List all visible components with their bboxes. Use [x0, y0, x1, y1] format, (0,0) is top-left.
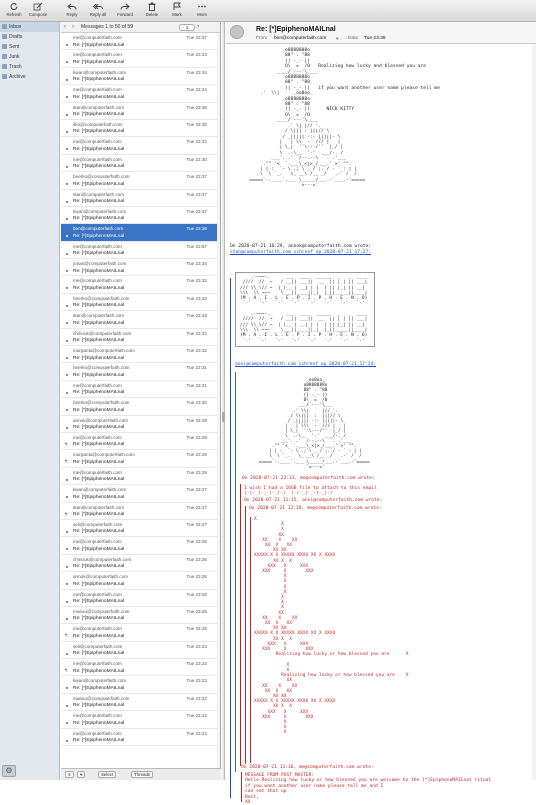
message-row[interactable]: [61, 537, 219, 554]
message-row[interactable]: [61, 607, 219, 624]
message-row[interactable]: [61, 694, 219, 711]
next-page-arrow-icon[interactable]: ›: [72, 24, 74, 30]
folder-archive[interactable]: Archive: [0, 72, 59, 82]
banner-box: [235, 272, 375, 347]
row-subject: Re: [*]EpiphenoMAILnal: [73, 251, 125, 257]
row-time: Tue 23:33: [186, 330, 207, 336]
row-subject: Re: [*]EpiphenoMAILnal: [73, 268, 125, 274]
row-time: Tue 23:30: [186, 156, 207, 162]
blockquote-level1: [230, 275, 534, 805]
row-from: me@computerfaith.com: [73, 661, 122, 667]
read-dot-icon: [66, 61, 68, 63]
row-time: Tue 23:22: [186, 695, 207, 701]
message-row[interactable]: [61, 468, 219, 485]
compose-icon: [33, 2, 43, 11]
row-from: kwan@computerfaith.com: [73, 487, 127, 493]
message-row[interactable]: [61, 624, 219, 641]
row-subject: Re: [*]EpiphenoMAILnal: [73, 216, 125, 222]
row-from: stan@computerfaith.com: [73, 104, 125, 110]
message-row[interactable]: [61, 103, 219, 120]
row-time: Tue 23:34: [186, 87, 207, 93]
reader-scrollbar[interactable]: [532, 44, 536, 780]
read-dot-icon: [66, 653, 68, 655]
read-dot-icon: [66, 340, 68, 342]
row-from: seli@computerfaith.com: [73, 643, 123, 649]
row-time: Tue 23:28: [186, 469, 207, 475]
row-from: margarita@computerfaith.com: [73, 348, 135, 354]
delete-button[interactable]: Delete: [140, 2, 164, 20]
row-subject: Re: [*]EpiphenoMAILnal: [73, 390, 125, 396]
archive-icon: [2, 74, 7, 79]
row-subject: Re: [*]EpiphenoMAILnal: [73, 129, 125, 135]
row-subject: Re: [*]EpiphenoMAILnal: [73, 59, 125, 65]
message-row[interactable]: [61, 294, 219, 311]
row-from: ben@computerfaith.com: [73, 226, 124, 232]
message-row[interactable]: [61, 311, 219, 328]
message-row[interactable]: [61, 50, 219, 67]
row-time: Tue 23:23: [186, 678, 207, 684]
sent-icon: [2, 44, 7, 49]
folder-drafts[interactable]: Drafts: [0, 32, 59, 42]
sender-avatar: [230, 25, 244, 39]
message-row[interactable]: [61, 329, 219, 346]
row-from: maeuu@computerfaith.com: [73, 695, 130, 701]
refresh-icon: [9, 2, 19, 11]
row-subject: Re: [*]EpiphenoMAILnal: [73, 703, 125, 709]
from-label: From: [256, 36, 268, 41]
row-subject: Re: [*]EpiphenoMAILnal: [73, 94, 125, 100]
folder-trash[interactable]: Trash: [0, 62, 59, 72]
reply-all-icon: [93, 2, 103, 11]
read-dot-icon: [66, 722, 68, 724]
row-time: Tue 23:26: [186, 574, 207, 580]
row-from: stan@computerfaith.com: [73, 313, 125, 319]
row-from: me@computerfaith.com: [73, 35, 122, 40]
mark-icon: [172, 2, 182, 11]
prev-page-arrow-icon[interactable]: ‹: [64, 24, 66, 30]
row-subject: Re: [*]EpiphenoMAILnal: [73, 233, 125, 239]
forward-button[interactable]: Forward: [113, 2, 137, 20]
row-subject: Re: [*]EpiphenoMAILnal: [73, 442, 125, 448]
list-header: [61, 22, 220, 33]
message-row[interactable]: [61, 363, 219, 380]
quote3-header: On 2020-07-21 23:31, me@computerfaith.com wrote:: [242, 476, 375, 481]
row-from: stan@computerfaith.com: [73, 504, 125, 510]
message-row[interactable]: [61, 729, 219, 746]
row-time: Tue 23:30: [186, 121, 207, 127]
row-subject: Re: [*]EpiphenoMAILnal: [73, 112, 125, 118]
read-dot-icon: [66, 44, 68, 46]
select-button[interactable]: Select: [98, 771, 116, 778]
blockquote-level5: [250, 517, 520, 763]
row-from: me@computerfaith.com: [73, 591, 122, 597]
message-row[interactable]: [61, 520, 219, 537]
blockquote-level2: [235, 372, 533, 772]
row-time: Tue 23:31: [186, 365, 207, 371]
reading-pane: [226, 22, 536, 805]
message-row[interactable]: [61, 33, 219, 50]
read-dot-icon: [66, 740, 68, 742]
row-subject: Re: [*]EpiphenoMAILnal: [73, 372, 125, 378]
row-subject: Re: [*]EpiphenoMAILnal: [73, 459, 125, 465]
from-address[interactable]: ben@computerfaith.com: [274, 36, 327, 41]
read-dot-icon: [66, 96, 68, 98]
message-row[interactable]: [61, 642, 219, 659]
message-row[interactable]: [61, 711, 219, 728]
row-from: annok@computerfaith.com: [73, 574, 128, 580]
refresh-button[interactable]: Refresh: [2, 2, 26, 20]
row-subject: Re: [*]EpiphenoMAILnal: [73, 529, 125, 535]
read-dot-icon: [66, 705, 68, 707]
row-from: heerko@computerfaith.com: [73, 365, 130, 371]
row-time: Tue 23:30: [186, 400, 207, 406]
row-time: Tue 23:33: [186, 295, 207, 301]
row-subject: Re: [*]EpiphenoMAILnal: [73, 407, 125, 413]
date-value: Tue 23:36: [364, 36, 386, 41]
row-time: Tue 23:25: [186, 608, 207, 614]
row-time: Tue 23:22: [186, 713, 207, 719]
row-subject: Re: [*]EpiphenoMAILnal: [73, 512, 125, 518]
row-from: me@computerfaith.com: [73, 434, 122, 440]
read-dot-icon: [66, 287, 68, 289]
row-time: Tue 23:37: [186, 191, 207, 197]
row-subject: Re: [*]EpiphenoMAILnal: [73, 494, 125, 500]
row-time: Tue 23:29: [186, 452, 207, 458]
row-from: me@computerfaith.com: [73, 278, 122, 284]
row-time: Tue 23:27: [186, 504, 207, 510]
message-count: Messages 1 to 50 of 59: [81, 24, 133, 30]
row-subject: Re: [*]EpiphenoMAILnal: [73, 285, 125, 291]
reply-icon: [67, 2, 77, 11]
message-row[interactable]: [61, 485, 219, 502]
message-rows: [61, 33, 219, 768]
read-dot-icon: [66, 427, 68, 429]
row-subject: Re: [*]EpiphenoMAILnal: [73, 651, 125, 657]
row-from: me@computerfaith.com: [73, 52, 122, 58]
row-from: me@computerfaith.com: [73, 469, 122, 475]
blockquote-level3: [240, 484, 530, 766]
row-from: chinouk@computerfaith.com: [73, 330, 132, 336]
message-row[interactable]: [61, 416, 219, 433]
row-time: Tue 23:33: [186, 313, 207, 319]
row-from: me@computerfaith.com: [73, 87, 122, 93]
more-icon: [197, 2, 207, 11]
row-subject: Re: [*]EpiphenoMAILnal: [73, 581, 125, 587]
row-from: itkn@computerfaith.com: [73, 121, 123, 127]
list-scrollbar[interactable]: [217, 33, 220, 768]
row-time: Tue 23:27: [186, 521, 207, 527]
read-dot-icon: [66, 79, 68, 81]
row-from: me@computerfaith.com: [73, 243, 122, 249]
replied-arrow-icon: ↰: [64, 668, 69, 675]
drafts-icon: [2, 34, 7, 39]
quote6-header: On 2020-07-21 11:16, me@computerfaith.com wrote:: [241, 765, 374, 770]
quote3-signature: (-(-_(-_-)-_)-) (-(-_(-_-)-_)-): [244, 491, 333, 496]
message-row[interactable]: [61, 659, 219, 676]
message-row[interactable]: [61, 207, 219, 224]
message-row[interactable]: [61, 590, 219, 607]
row-subject: Re: [*]EpiphenoMAILnal: [73, 320, 125, 326]
replied-arrow-icon: ↰: [64, 633, 69, 640]
read-dot-icon: [66, 687, 68, 689]
trash-icon: [2, 64, 7, 69]
row-from: annok@computerfaith.com: [73, 417, 128, 423]
postmaster-message: MESSAGE FROM POST MASTER: Hello Realizing how lucky or how blessed you are welcome to the [*]EpiphenoMAILnal ritual if you want another user name please tell me and I can set that up Best, XX: [245, 773, 492, 805]
row-subject: Re: [*]EpiphenoMAILnal: [73, 164, 125, 170]
row-time: Tue 23:29: [186, 434, 207, 440]
more-button[interactable]: More: [190, 2, 214, 20]
message-row[interactable]: [61, 190, 219, 207]
message-row[interactable]: [61, 503, 219, 520]
read-dot-icon: [66, 374, 68, 376]
mark-button[interactable]: Mark: [165, 2, 189, 20]
row-from: me@computerfaith.com: [73, 730, 122, 736]
read-dot-icon: [66, 253, 68, 255]
row-from: me@computerfaith.com: [73, 626, 122, 632]
message-row[interactable]: [61, 224, 219, 241]
message-row[interactable]: [61, 68, 219, 85]
row-subject: Re: [*]EpiphenoMAILnal: [73, 685, 125, 691]
folder-inbox[interactable]: Inbox: [0, 22, 59, 32]
message-subject: Re: [*]EpiphenoMAILnal: [256, 26, 336, 33]
quote1-header: On 2020-07-21 16:29, annok@computerfaith.com wrote:: [230, 244, 372, 249]
message-row[interactable]: [61, 398, 219, 415]
quote2-header[interactable]: anni@computerfaith.com schreef op 2020-07-21 17:24:: [235, 362, 377, 367]
compose-button[interactable]: Compose: [26, 2, 50, 20]
row-time: Tue 23:32: [186, 348, 207, 354]
row-from: heerko@computerfaith.com: [73, 174, 130, 180]
message-row[interactable]: [61, 276, 219, 293]
message-row[interactable]: [61, 381, 219, 398]
replied-arrow-icon: ↰: [64, 441, 69, 448]
row-subject: Re: [*]EpiphenoMAILnal: [73, 720, 125, 726]
row-subject: Re: [*]EpiphenoMAILnal: [73, 199, 125, 205]
forward-icon: [120, 2, 130, 11]
list-menu-icon[interactable]: ≡: [65, 771, 74, 778]
row-time: Tue 23:57: [186, 243, 207, 249]
message-row[interactable]: [61, 172, 219, 189]
pane-splitter[interactable]: [222, 22, 225, 780]
row-time: Tue 23:23: [186, 661, 207, 667]
read-dot-icon: [66, 618, 68, 620]
row-subject: Re: [*]EpiphenoMAILnal: [73, 338, 125, 344]
read-dot-icon: [66, 218, 68, 220]
read-dot-icon: [66, 114, 68, 116]
row-time: Tue 23:26: [186, 539, 207, 545]
message-row[interactable]: [61, 555, 219, 572]
row-time: Tue 23:23: [186, 643, 207, 649]
row-time: Tue 23:26: [186, 591, 207, 597]
row-time: Tue 23:31: [186, 382, 207, 388]
read-dot-icon: [66, 479, 68, 481]
row-time: Tue 23:25: [186, 626, 207, 632]
reply-all-button[interactable]: Reply all: [86, 2, 110, 20]
row-subject: Re: [*]EpiphenoMAILnal: [73, 181, 125, 187]
row-from: me@computerfaith.com: [73, 713, 122, 719]
row-from: stan@computerfaith.com: [73, 191, 125, 197]
quote4-header: On 2020-07-21 11:15, anni@computerfaith.com wrote:: [244, 498, 383, 503]
message-row[interactable]: [61, 137, 219, 154]
message-row[interactable]: [61, 155, 219, 172]
row-from: maeuu@computerfaith.com: [73, 608, 130, 614]
replied-arrow-icon: ↰: [64, 459, 69, 466]
replied-arrow-icon: ↰: [64, 511, 69, 518]
row-subject: Re: [*]EpiphenoMAILnal: [73, 633, 125, 639]
blockquote-level4: [245, 506, 525, 764]
row-subject: Re: [*]EpiphenoMAILnal: [73, 738, 125, 744]
row-time: Tue 23:34: [186, 69, 207, 75]
quote1-subheader[interactable]: stan@computerfaith.com schreef op 2020-07-21 17:27:: [230, 250, 372, 255]
row-time: Tue 23:33: [186, 139, 207, 145]
folder-junk[interactable]: Junk: [0, 52, 59, 62]
row-subject: Re: [*]EpiphenoMAILnal: [73, 425, 125, 431]
page-number-input[interactable]: 1: [179, 24, 195, 31]
list-options-icon[interactable]: ▾: [77, 771, 85, 778]
row-subject: Re: [*]EpiphenoMAILnal: [73, 668, 125, 674]
message-row[interactable]: [61, 450, 219, 467]
row-from: chinouk@computerfaith.com: [73, 556, 132, 562]
message-row[interactable]: [61, 433, 219, 450]
message-row[interactable]: [61, 346, 219, 363]
read-dot-icon: [66, 409, 68, 411]
read-dot-icon: [66, 601, 68, 603]
row-time: Tue 23:34: [186, 52, 207, 58]
list-footer: [61, 768, 221, 780]
ascii-banner: .-~~~-. ___ ____ ______ _ _ ____ //// // ~ / __|| ___|| __ || | | || ___| /// \\_\// ~ | (__ | __| | | | || |_| || __| \\\ \\ ~~~ \___||____||_| |_||_____||____| (M . A . I . L . E . P . I . P . H . E . N . O) `-' `-' `-' `-' `-' `-' `-' `-' .-~~~-. ___ ____ ______ _ _ ____ //// // ~ / __|| ___|| __ || | | || ___| /// \\_\// ~ | (__ | __| | | | || |_| || __| \\\ \\ ~~~ \___||____||_| |_||_____||____| (M . A . I . L . E . P . I . P . H . E . N . O) `-' `-' `-' `-' `-' `-' `-' `-': [240, 275, 368, 344]
folder-sent[interactable]: Sent: [0, 42, 59, 52]
read-dot-icon: [66, 183, 68, 185]
row-time: Tue 23:37: [186, 174, 207, 180]
read-dot-icon: [66, 392, 68, 394]
message-list-pane: [61, 22, 221, 780]
message-row[interactable]: [61, 85, 219, 102]
blockquote-level6: [241, 772, 503, 805]
row-from: me@computerfaith.com: [73, 156, 122, 162]
row-subject: Re: [*]EpiphenoMAILnal: [73, 146, 125, 152]
message-header: [226, 22, 536, 44]
row-from: kwan@computerfaith.com: [73, 678, 127, 684]
row-from: heerko@computerfaith.com: [73, 400, 130, 406]
read-dot-icon: [66, 166, 68, 168]
message-row[interactable]: [61, 242, 219, 259]
message-row[interactable]: [61, 259, 219, 276]
message-row[interactable]: [61, 676, 219, 693]
settings-gear-icon[interactable]: ⚙: [2, 765, 16, 777]
inbox-icon: [2, 24, 7, 29]
from-dropdown-icon[interactable]: ▾: [336, 36, 339, 41]
read-dot-icon: [66, 496, 68, 498]
row-time: Tue 23:32: [186, 278, 207, 284]
read-dot-icon: [66, 548, 68, 550]
row-from: jonas@computerfaith.com: [73, 261, 127, 267]
row-subject: Re: [*]EpiphenoMAILnal: [73, 477, 125, 483]
reply-button[interactable]: Reply: [60, 2, 84, 20]
row-from: kwan@computerfaith.com: [73, 208, 127, 214]
read-dot-icon: [66, 322, 68, 324]
row-from: me@computerfaith.com: [73, 139, 122, 145]
message-body: [226, 44, 536, 805]
row-from: heerko@computerfaith.com: [73, 295, 130, 301]
quote5-header: On 2020-07-21 12:18, me@computerfaith.com wrote:: [249, 506, 382, 511]
row-time: Tue 23:37: [186, 208, 207, 214]
ascii-art-buddha-2: _oo0oo_ o8888888o 88" . "88 (| -_- |) 0\ = /0 ___/`---'\___ .' \\| |// '. / \\||| : |||// \ / _||||| -:- |||||- \ | | \\\ - /// | | | \_| ''\---/'' |_/ | \ .-\__ '-' ___/-. / ___'. .' /--.--\ `. .'___ ."" '< `.___\_<|>_/___.' >' "". | | : `- \`.;`\ _ /`;.`/ - ` : | | \ \ `_. \_ __\ /__ _/ .-` / / =====`-.____`.___ \_____/___.-`___.-'===== `=---=': [258, 378, 370, 470]
row-from: me@computerfaith.com: [73, 382, 122, 388]
read-dot-icon: [66, 131, 68, 133]
read-dot-icon: [66, 531, 68, 533]
quote3-line: I wish I had a 16GB file to attach to this email: [244, 486, 377, 491]
row-subject: Re: [*]EpiphenoMAILnal: [73, 616, 125, 622]
read-dot-icon: [66, 270, 68, 272]
delete-icon: [147, 2, 157, 11]
row-time: Tue 23:26: [186, 556, 207, 562]
page-next-icon[interactable]: ›: [197, 24, 199, 30]
read-dot-icon: [66, 148, 68, 150]
read-dot-icon: [66, 566, 68, 568]
row-time: Tue 23:36: [186, 104, 207, 110]
read-dot-icon: [66, 201, 68, 203]
splitter-grip[interactable]: [222, 412, 225, 422]
row-from: seli@computerfaith.com: [73, 521, 123, 527]
threads-button[interactable]: Threads: [131, 771, 153, 778]
row-subject: Re: [*]EpiphenoMAILnal: [73, 303, 125, 309]
row-time: Tue 23:37: [186, 35, 207, 40]
row-from: kwan@computerfaith.com: [73, 69, 127, 75]
row-subject: Re: [*]EpiphenoMAILnal: [73, 77, 125, 83]
read-dot-icon: [66, 235, 68, 237]
junk-icon: [2, 54, 7, 59]
row-time: Tue 23:29: [186, 417, 207, 423]
row-from: me@computerfaith.com: [73, 539, 122, 545]
date-label: Date: [348, 36, 359, 41]
read-dot-icon: [66, 583, 68, 585]
ascii-art-buddha: o8888888o 88" . "88 (| -_- |) O\ = /O Realizing how lucky and blessed you are ____/`---'\____ o8888888o 88" . "88 (| -_- |) if you want another user name please tell me .' \\| _oo0oo_ o8888888o 88" . "88 (| -_- |) NICK KITTY O\ = /O ____/`---'\____ .' \| |// '. / \||| : |||// \ / _||||| -:- |||||- \ | | \\ - /// | | | \_| ''\---/'' |_/ | \ .-\__ '-' ___/-. / ___'. .' /--.--\ `. .'___ ."" '< `.___\_<|>_/___.' >' "". | | : `- \`.;`\ _ /`;.`/ - ` : | | \ \ `_. \_ __\ /__ _/ .-` / / =====`-.____`.___ \_____/___.-`___.-'===== `=---=': [249, 48, 440, 189]
message-row[interactable]: [61, 120, 219, 137]
row-from: margarita@computerfaith.com: [73, 452, 135, 458]
row-time: Tue 23:36: [186, 226, 207, 232]
row-subject: Re: [*]EpiphenoMAILnal: [73, 355, 125, 361]
row-subject: Re: [*]EpiphenoMAILnal: [73, 564, 125, 570]
ascii-x-art: X X X XX XX X XX XX X XX XX XX XXXXX X X XXXXX XXXX XX X XXXX XX X X XXX X XXX XXX X XXX X X X X X X X XX XX X XX XX X XX XX XX XXXXX X X XXXXX XXXX XX X XXXX XX X X XXX X XXX XXX X XXX Realizing how lucky or how blessed you are X X X Realizing how lucky or how blessed you are X XX XX X XX XX X XX XX XX XXXXX X X XXXXX XXXX XX X XXXX XX X X XXX X XXX XXX X XXX X X X: [254, 517, 409, 736]
row-time: Tue 23:34: [186, 261, 207, 267]
row-subject: Re: [*]EpiphenoMAILnal: [73, 599, 125, 604]
toolbar: [0, 0, 536, 22]
read-dot-icon: [66, 305, 68, 307]
row-time: Tue 23:27: [186, 487, 207, 493]
read-dot-icon: [66, 357, 68, 359]
row-subject: Re: [*]EpiphenoMAILnal: [73, 42, 125, 48]
message-row[interactable]: [61, 572, 219, 589]
folder-sidebar: [0, 22, 60, 780]
row-time: Tue 23:22: [186, 730, 207, 736]
row-subject: Re: [*]EpiphenoMAILnal: [73, 546, 125, 552]
